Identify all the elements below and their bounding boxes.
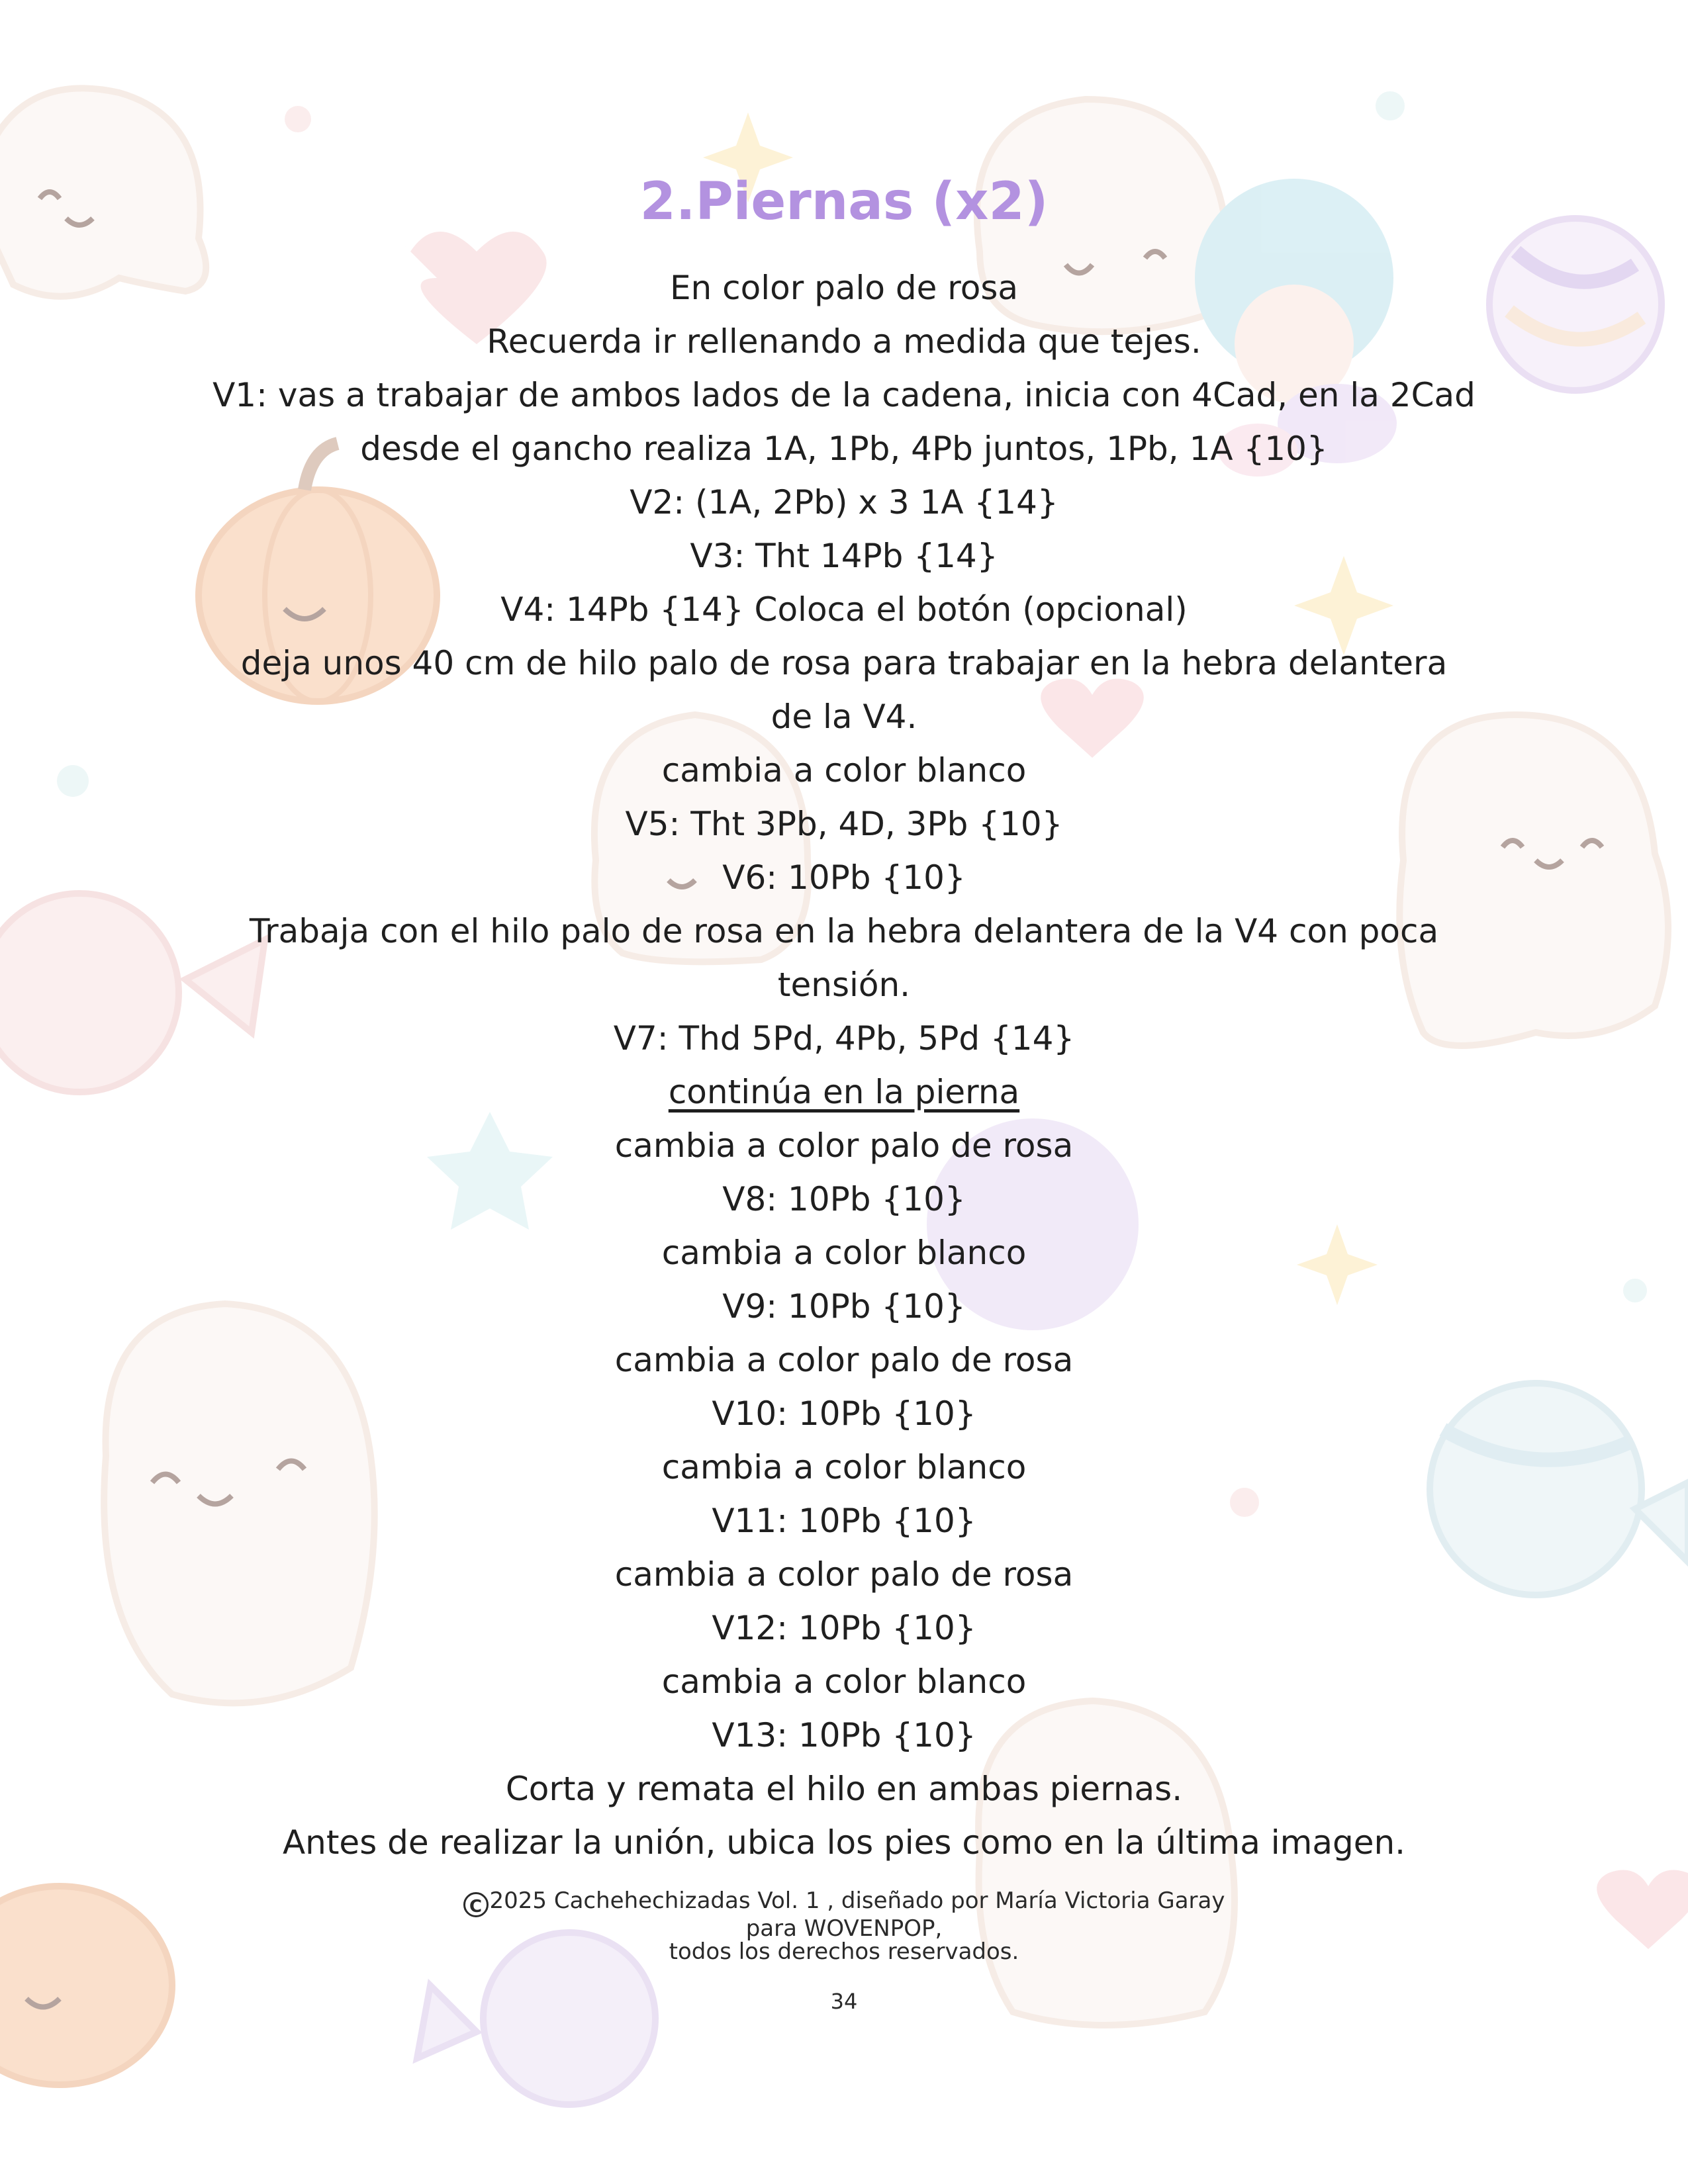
instruction-link[interactable]: continúa en la pierna — [668, 1073, 1020, 1111]
instruction-line: V4: 14Pb {14} Coloca el botón (opcional) — [500, 590, 1188, 629]
instruction-line: deja unos 40 cm de hilo palo de rosa para trabajar en la hebra delantera — [240, 644, 1448, 682]
instruction-line: V13: 10Pb {10} — [712, 1716, 976, 1754]
instruction-line: cambia a color blanco — [661, 1234, 1027, 1272]
instruction-line: V2: (1A, 2Pb) x 3 1A {14} — [630, 483, 1058, 522]
copyright-icon: C — [463, 1892, 489, 1917]
instruction-line: cambia a color palo de rosa — [614, 1555, 1074, 1594]
instruction-line: V3: Tht 14Pb {14} — [690, 537, 998, 575]
instructions — [0, 261, 1688, 1870]
instruction-line: V7: Thd 5Pd, 4Pb, 5Pd {14} — [613, 1019, 1075, 1058]
copyright-line-2: para WOVENPOP, — [745, 1915, 943, 1942]
instruction-line: Trabaja con el hilo palo de rosa en la hebra delantera de la V4 con poca — [249, 912, 1439, 950]
instruction-line: V1: vas a trabajar de ambos lados de la cadena, inicia con 4Cad, en la 2Cad — [212, 376, 1476, 414]
instruction-line: V9: 10Pb {10} — [722, 1287, 966, 1326]
instruction-line: Recuerda ir rellenando a medida que tejes. — [487, 322, 1201, 361]
instruction-line: V8: 10Pb {10} — [722, 1180, 966, 1218]
instruction-line: V6: 10Pb {10} — [722, 858, 966, 897]
instruction-line: desde el gancho realiza 1A, 1Pb, 4Pb juntos, 1Pb, 1A {10} — [360, 430, 1328, 468]
instruction-line: cambia a color blanco — [661, 1662, 1027, 1701]
copyright-text: 2025 Cachehechizadas Vol. 1 , diseñado por María Victoria Garay — [489, 1888, 1225, 1914]
instruction-line: cambia a color palo de rosa — [614, 1341, 1074, 1379]
instruction-line: Antes de realizar la unión, ubica los pies como en la última imagen. — [282, 1823, 1406, 1862]
page-title: 2.Piernas (x2) — [639, 172, 1049, 232]
instruction-line: En color palo de rosa — [669, 269, 1019, 307]
instruction-line: Corta y remata el hilo en ambas piernas. — [505, 1770, 1183, 1808]
instruction-line: V12: 10Pb {10} — [712, 1609, 976, 1647]
instruction-line: V10: 10Pb {10} — [712, 1394, 976, 1433]
instruction-line: cambia a color blanco — [661, 751, 1027, 790]
instruction-line: cambia a color palo de rosa — [614, 1126, 1074, 1165]
instruction-line: de la V4. — [771, 698, 917, 736]
instruction-line: tensión. — [777, 966, 911, 1004]
instruction-line: V5: Tht 3Pb, 4D, 3Pb {10} — [625, 805, 1063, 843]
copyright-footer — [0, 1889, 1688, 1964]
instruction-line: V11: 10Pb {10} — [712, 1502, 976, 1540]
copyright-line-1 — [0, 1889, 1688, 1917]
copyright-line-3: todos los derechos reservados. — [669, 1938, 1019, 1965]
page-number: 34 — [830, 1989, 858, 2014]
instruction-line: cambia a color blanco — [661, 1448, 1027, 1486]
